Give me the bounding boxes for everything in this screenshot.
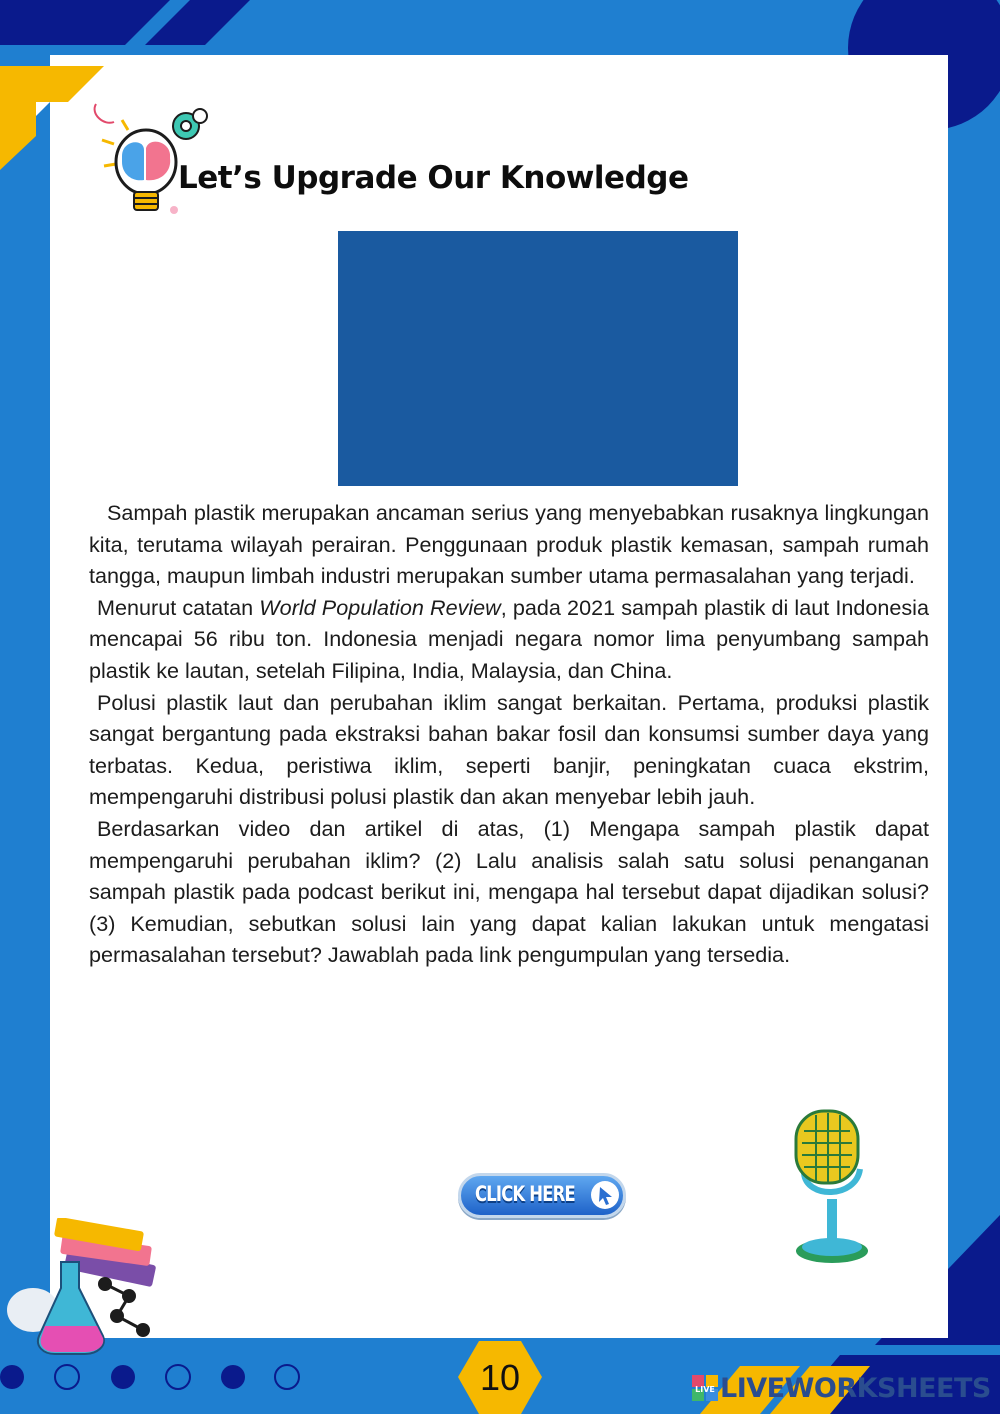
page-title: Let’s Upgrade Our Knowledge xyxy=(178,160,689,196)
source-name: World Population Review xyxy=(259,594,501,620)
top-stripe-navy xyxy=(0,0,170,45)
liveworksheets-wordmark: LIVEWORKSHEETS xyxy=(720,1372,991,1404)
paragraph-2 xyxy=(89,592,929,687)
liveworksheets-mark-icon xyxy=(692,1375,718,1401)
cursor-pointer-icon xyxy=(591,1181,619,1209)
page-number-badge xyxy=(458,1341,542,1414)
paragraph-4: Berdasarkan video dan artikel di atas, (1) Mengapa sampah plastik dapat mempengaruhi perubahan iklim? (2) Lalu analisis salah satu solusi penanganan sampah plastik pada podcast berikut ini, mengapa hal tersebut dapat dijadikan solusi? (3) Kemudian, sebutkan solusi lain yang dapat kalian lakukan untuk mengatasi permasalahan tersebut? Jawablah pada link pengumpulan yang tersedia. xyxy=(89,815,929,968)
dot-row-decor xyxy=(0,1360,310,1394)
video-embed[interactable] xyxy=(338,231,738,486)
click-here-button[interactable] xyxy=(458,1173,626,1218)
paragraph-2-rest: , pada 2021 sampah plastik di laut Indonesia mencapai 56 ribu ton. Indonesia menjadi negara nomor lima penyumbang sampah plastik ke lautan, setelah Filipina, India, Malaysia, dan China. xyxy=(89,594,929,683)
microphone-icon xyxy=(784,1103,874,1268)
science-books-icon xyxy=(5,1218,175,1358)
click-here-label: CLICK HERE xyxy=(475,1182,575,1206)
liveworksheets-mark-letters: LIVE xyxy=(695,1385,715,1394)
paragraph-3: Polusi plastik laut dan perubahan iklim sangat berkaitan. Pertama, produksi plastik sangat bergantung pada ekstraksi bahan bakar fosil dan konsumsi sumber daya yang terbatas. Kedua, peristiwa iklim, seperti banjir, peningkatan cuaca ekstrim, mempengaruhi distribusi polusi plastik dan akan menyebar lebih jauh. xyxy=(89,689,929,810)
paragraph-2-prefix: Menurut catatan xyxy=(97,594,260,620)
paragraph-1: Sampah plastik merupakan ancaman serius yang menyebabkan rusaknya lingkungan kita, terutama wilayah perairan. Penggunaan produk plastik kemasan, sampah rumah tangga, maupun limbah industri merupakan sumber utama permasalahan yang terjadi. xyxy=(89,500,929,589)
page-number: 10 xyxy=(479,1357,521,1398)
liveworksheets-logo[interactable] xyxy=(692,1368,991,1408)
article-body xyxy=(89,497,929,971)
